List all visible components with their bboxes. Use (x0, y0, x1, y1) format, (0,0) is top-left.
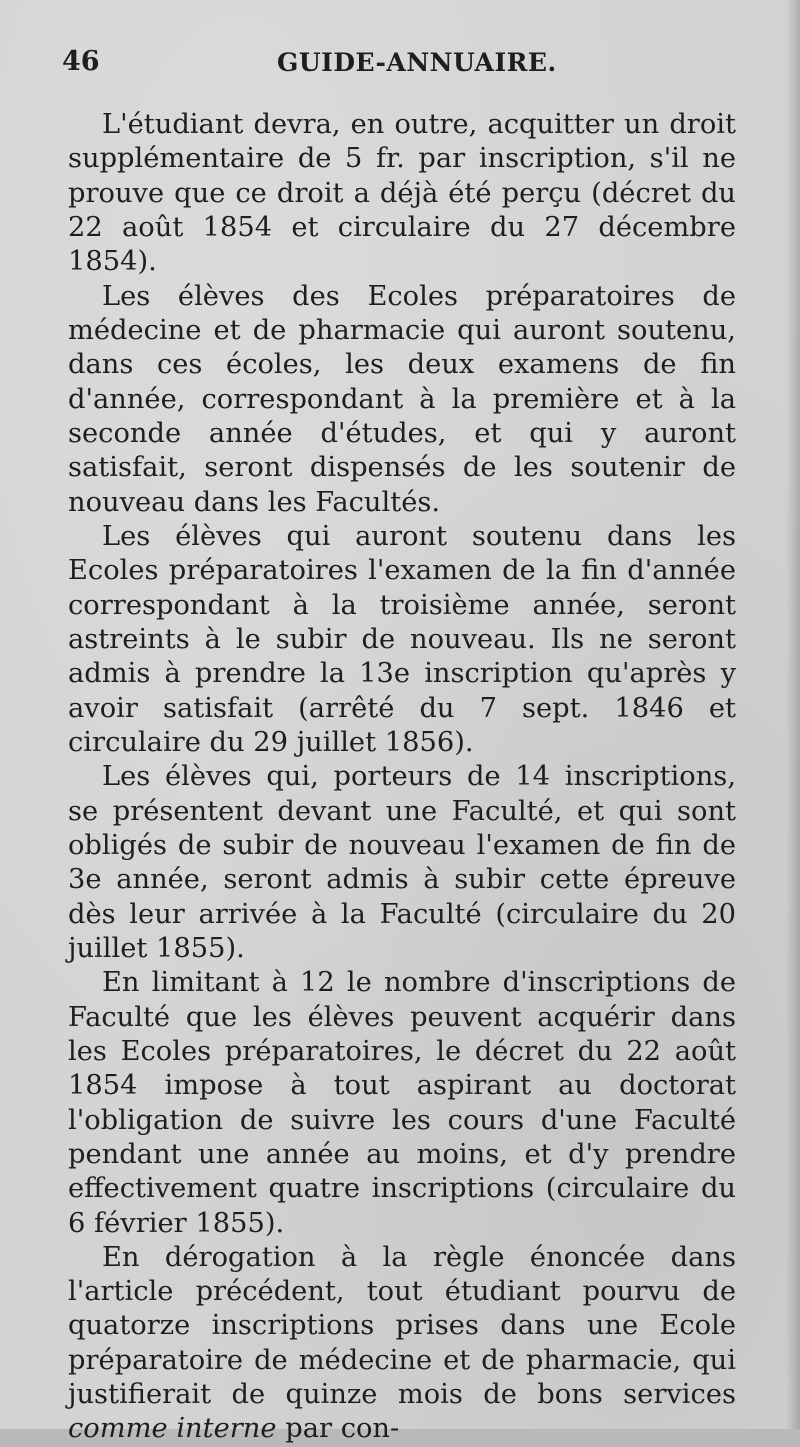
derogation-italic-phrase: comme interne (68, 1413, 277, 1445)
running-title: GUIDE-ANNUAIRE. (277, 48, 557, 77)
paragraph-derogation (68, 1241, 736, 1447)
page-number: 46 (62, 46, 100, 77)
derogation-text-end: par con- (285, 1413, 400, 1445)
derogation-text-start: En dérogation à la règle énoncée dans l'article précédent, tout étudiant pourvu de quatorze inscriptions prises dans une Ecole préparatoire de médecine et de pharmacie, qui justifierait de quinze mois de bons services (68, 1241, 736, 1411)
paragraph-troisieme-annee: Les élèves qui auront soutenu dans les Ecoles préparatoires l'examen de la fin d'année correspondant à la troisième année, seront astreints à le subir de nouveau. Ils ne seront admis à prendre la 13e inscription qu'après y avoir satisfait (arrêté du 7 sept. 1846 et circulaire du 29 juillet 1856). (68, 520, 736, 758)
paragraph-limite-12-inscriptions: En limitant à 12 le nombre d'inscriptions de Faculté que les élèves peuvent acquérir dans les Ecoles préparatoires, le décret du 22 août 1854 impose à tout aspirant au doctorat l'obligation de suivre les cours d'une Faculté pendant une année au moins, et d'y prendre effectivement quatre inscriptions (circulaire du 6 février 1855). (68, 967, 736, 1239)
running-head (62, 46, 738, 86)
paragraph-droit-supplementaire: L'étudiant devra, en outre, acquitter un droit supplémentaire de 5 fr. par inscription, s'il ne prouve que ce droit a déjà été perçu (décret du 22 août 1854 et circulaire du 27 décembre 1854). (68, 109, 736, 278)
paragraph-dispense-examens: Les élèves des Ecoles préparatoires de médecine et de pharmacie qui auront soutenu, dans ces écoles, les deux examens de fin d'année, correspondant à la première et à la seconde année d'études, et qui y auront satisfait, seront dispensés de les soutenir de nouveau dans les Facultés. (68, 280, 736, 518)
body-text (68, 108, 736, 1447)
paragraph-porteurs-14-inscriptions: Les élèves qui, porteurs de 14 inscriptions, se présentent devant une Faculté, et qui sont obligés de subir de nouveau l'examen de fin de 3e année, seront admis à subir cette épreuve dès leur arrivée à la Faculté (circulaire du 20 juillet 1855). (68, 761, 736, 964)
